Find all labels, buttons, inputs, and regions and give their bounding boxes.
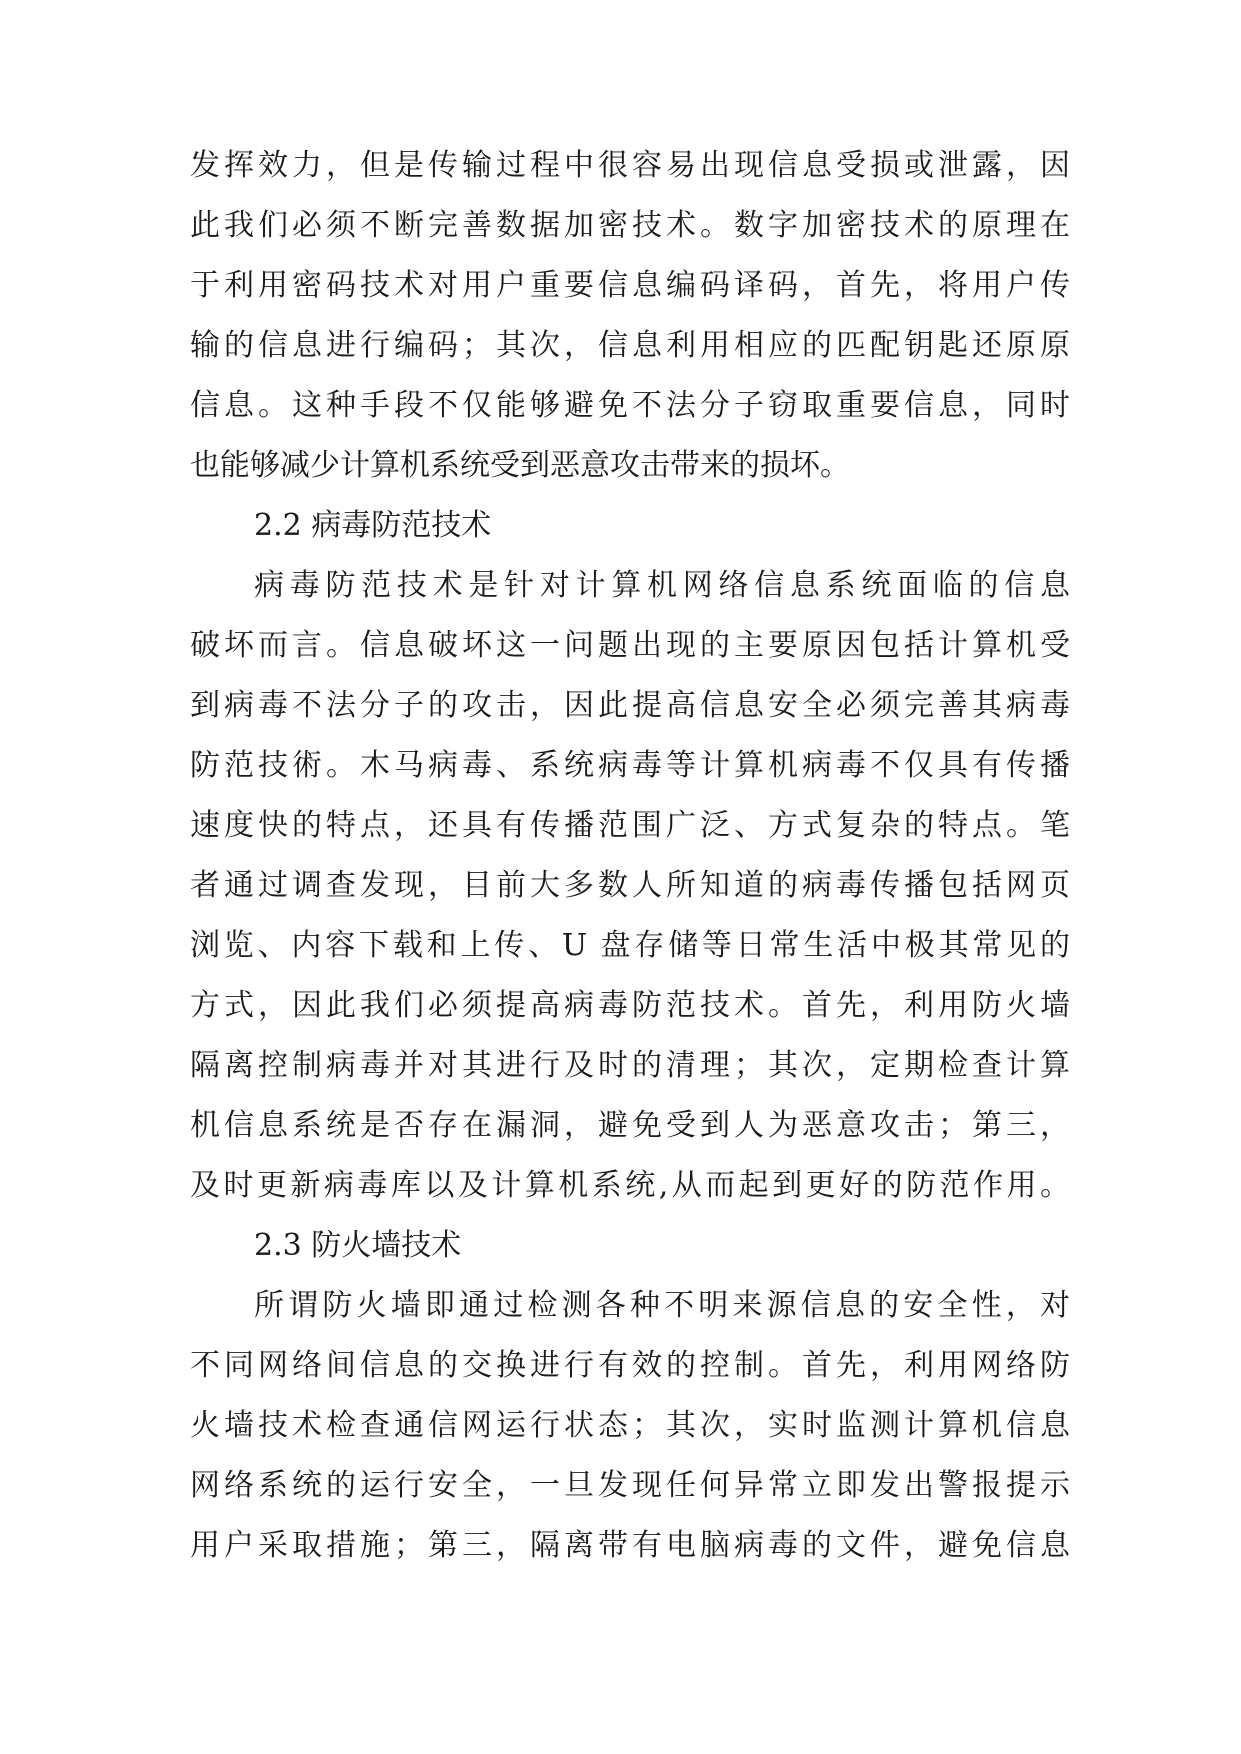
- paragraph-line: 及时更新病毒库以及计算机系统,从而起到更好的防范作用。: [190, 1168, 1070, 1203]
- paragraph-line: 速度快的特点，还具有传播范围广泛、方式复杂的特点。笔: [190, 808, 1070, 843]
- paragraph-line: 方式，因此我们必须提高病毒防范技术。首先，利用防火墙: [190, 988, 1070, 1023]
- paragraph-line: 输的信息进行编码；其次，信息利用相应的匹配钥匙还原原: [190, 328, 1070, 363]
- paragraph-line: 发挥效力，但是传输过程中很容易出现信息受损或泄露，因: [190, 148, 1070, 183]
- paragraph-line: 于利用密码技术对用户重要信息编码译码，首先，将用户传: [190, 268, 1070, 303]
- paragraph-line: 此我们必须不断完善数据加密技术。数字加密技术的原理在: [190, 208, 1070, 243]
- paragraph-line: 者通过调查发现，目前大多数人所知道的病毒传播包括网页: [190, 868, 1070, 903]
- paragraph-line: 浏览、内容下载和上传、U 盘存储等日常生活中极其常见的: [190, 928, 1070, 963]
- paragraph-line: 机信息系统是否存在漏洞，避免受到人为恶意攻击；第三，: [190, 1108, 1070, 1143]
- paragraph-line: 破坏而言。信息破坏这一问题出现的主要原因包括计算机受: [190, 628, 1070, 663]
- section-heading-2-2: 2.2 病毒防范技术: [254, 508, 492, 543]
- section-heading-2-3: 2.3 防火墙技术: [254, 1228, 462, 1263]
- paragraph-line: 病毒防范技术是针对计算机网络信息系统面临的信息: [254, 568, 1070, 603]
- paragraph-line: 信息。这种手段不仅能够避免不法分子窃取重要信息，同时: [190, 388, 1070, 423]
- paragraph-line: 所谓防火墙即通过检测各种不明来源信息的安全性，对: [254, 1288, 1070, 1323]
- paragraph-line: 也能够减少计算机系统受到恶意攻击带来的损坏。: [190, 448, 850, 483]
- paragraph-line: 防范技術。木马病毒、系统病毒等计算机病毒不仅具有传播: [190, 748, 1070, 783]
- paragraph-line: 隔离控制病毒并对其进行及时的清理；其次，定期检查计算: [190, 1048, 1070, 1083]
- paragraph-line: 用户采取措施；第三，隔离带有电脑病毒的文件，避免信息: [190, 1528, 1070, 1563]
- paragraph-line: 到病毒不法分子的攻击，因此提高信息安全必须完善其病毒: [190, 688, 1070, 723]
- paragraph-line: 火墙技术检查通信网运行状态；其次，实时监测计算机信息: [190, 1408, 1070, 1443]
- paragraph-line: 网络系统的运行安全，一旦发现任何异常立即发出警报提示: [190, 1468, 1070, 1503]
- paragraph-line: 不同网络间信息的交换进行有效的控制。首先，利用网络防: [190, 1348, 1070, 1383]
